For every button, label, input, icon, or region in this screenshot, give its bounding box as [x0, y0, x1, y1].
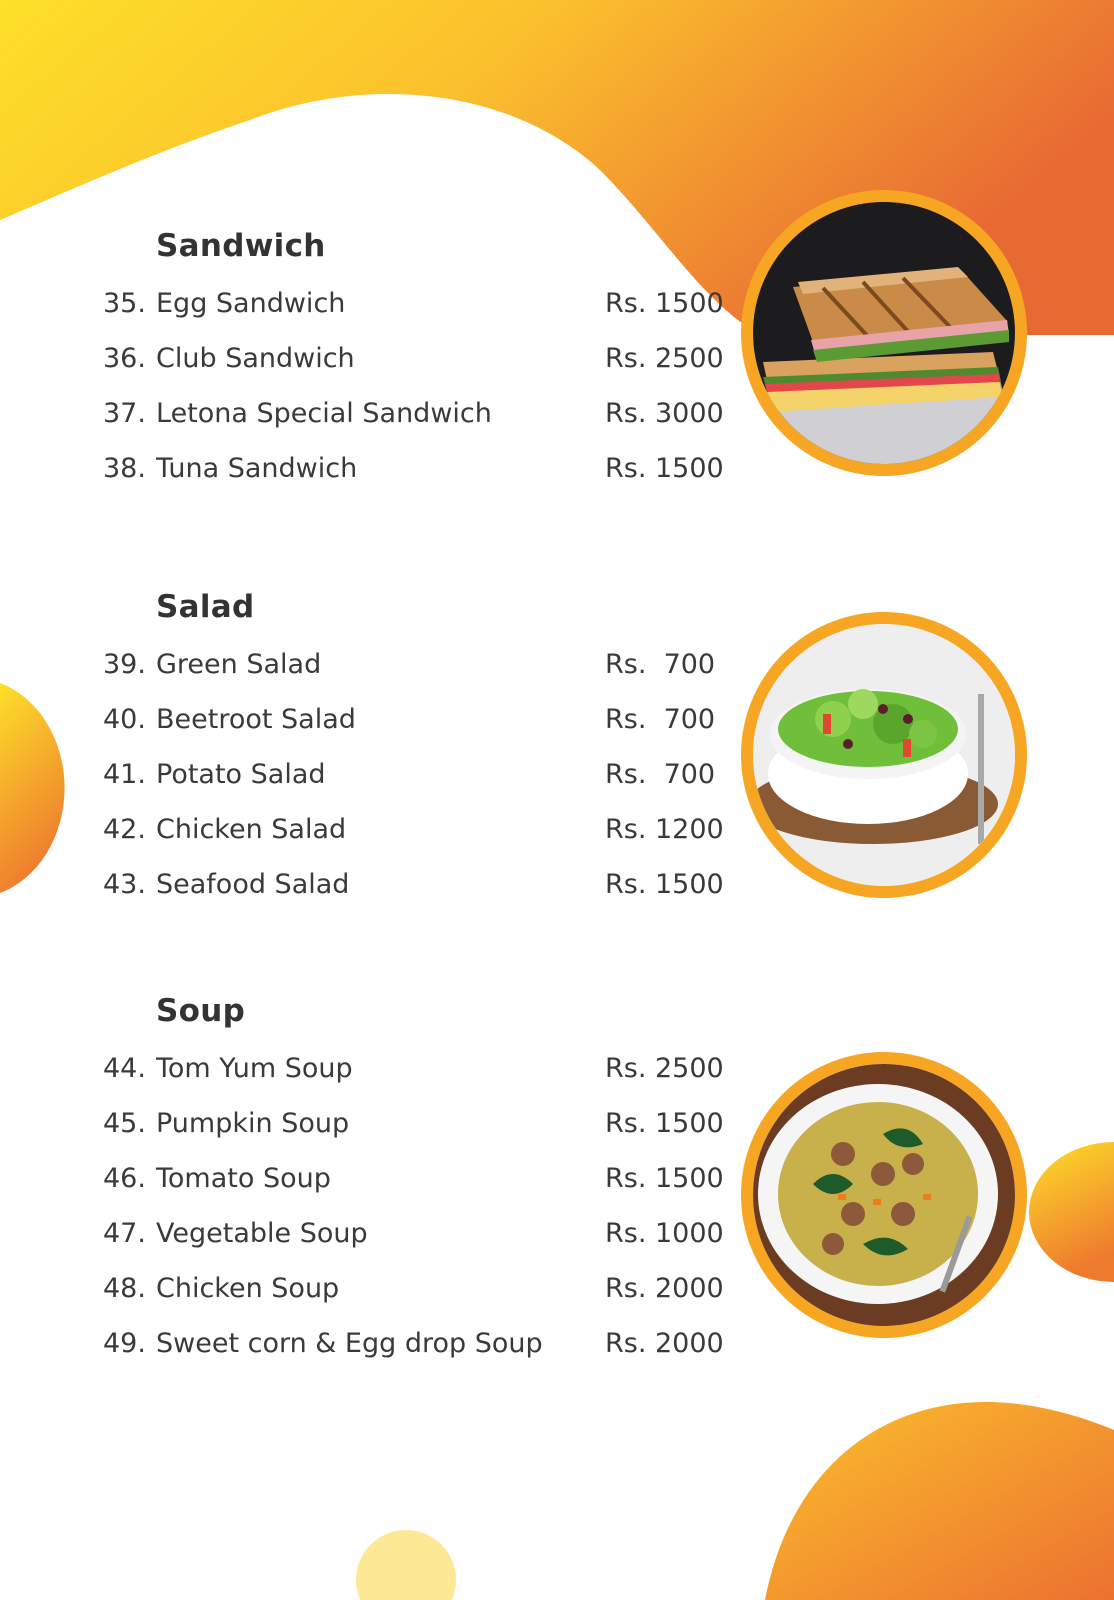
- section-title: Salad: [156, 589, 255, 625]
- right-blob-shape: [1029, 1142, 1114, 1282]
- menu-item: [0, 649, 740, 689]
- menu-item: [0, 1108, 740, 1148]
- item-number: 47.: [103, 1218, 146, 1249]
- item-number: 41.: [103, 759, 146, 790]
- item-number: 36.: [103, 343, 146, 374]
- item-name: Tom Yum Soup: [156, 1053, 353, 1084]
- item-price: Rs. 700: [605, 704, 716, 735]
- item-price: Rs. 1500: [605, 453, 724, 484]
- item-number: 45.: [103, 1108, 146, 1139]
- item-price: Rs. 700: [605, 759, 716, 790]
- item-name: Potato Salad: [156, 759, 326, 790]
- item-number: 43.: [103, 869, 146, 900]
- menu-item: [0, 704, 740, 744]
- item-price: Rs. 1500: [605, 869, 724, 900]
- item-number: 35.: [103, 288, 146, 319]
- sandwich-photo: [741, 190, 1027, 476]
- section-title: Sandwich: [156, 228, 326, 264]
- item-name: Tuna Sandwich: [156, 453, 358, 484]
- item-number: 40.: [103, 704, 146, 735]
- salad-photo: [741, 612, 1027, 898]
- menu-item: [0, 398, 740, 438]
- item-number: 39.: [103, 649, 146, 680]
- menu-item: [0, 1218, 740, 1258]
- bottom-pale-circle: [356, 1530, 456, 1600]
- item-name: Pumpkin Soup: [156, 1108, 350, 1139]
- item-price: Rs. 2500: [605, 343, 724, 374]
- item-price: Rs. 1500: [605, 1163, 724, 1194]
- item-price: Rs. 3000: [605, 398, 724, 429]
- item-number: 42.: [103, 814, 146, 845]
- item-number: 49.: [103, 1328, 146, 1359]
- item-price: Rs. 2500: [605, 1053, 724, 1084]
- menu-item: [0, 869, 740, 909]
- item-price: Rs. 1000: [605, 1218, 724, 1249]
- item-number: 38.: [103, 453, 146, 484]
- item-name: Seafood Salad: [156, 869, 350, 900]
- item-name: Chicken Soup: [156, 1273, 340, 1304]
- menu-item: [0, 1273, 740, 1313]
- bottom-right-blob-shape: [765, 1402, 1114, 1600]
- menu-item: [0, 814, 740, 854]
- item-name: Letona Special Sandwich: [156, 398, 492, 429]
- menu-item: [0, 453, 740, 493]
- menu-item: [0, 1163, 740, 1203]
- item-name: Beetroot Salad: [156, 704, 356, 735]
- menu-item: [0, 1053, 740, 1093]
- soup-photo: [741, 1052, 1027, 1338]
- item-price: Rs. 2000: [605, 1328, 724, 1359]
- section-title: Soup: [156, 993, 246, 1029]
- menu-item: [0, 343, 740, 383]
- item-number: 44.: [103, 1053, 146, 1084]
- item-price: Rs. 2000: [605, 1273, 724, 1304]
- item-number: 46.: [103, 1163, 146, 1194]
- item-name: Club Sandwich: [156, 343, 355, 374]
- item-name: Green Salad: [156, 649, 322, 680]
- item-name: Sweet corn & Egg drop Soup: [156, 1328, 543, 1359]
- item-name: Vegetable Soup: [156, 1218, 368, 1249]
- item-name: Egg Sandwich: [156, 288, 346, 319]
- menu-item: [0, 288, 740, 328]
- item-price: Rs. 1200: [605, 814, 724, 845]
- item-number: 37.: [103, 398, 146, 429]
- item-number: 48.: [103, 1273, 146, 1304]
- item-price: Rs. 700: [605, 649, 716, 680]
- item-name: Tomato Soup: [156, 1163, 331, 1194]
- menu-item: [0, 759, 740, 799]
- item-price: Rs. 1500: [605, 288, 724, 319]
- menu-item: [0, 1328, 740, 1368]
- item-price: Rs. 1500: [605, 1108, 724, 1139]
- item-name: Chicken Salad: [156, 814, 347, 845]
